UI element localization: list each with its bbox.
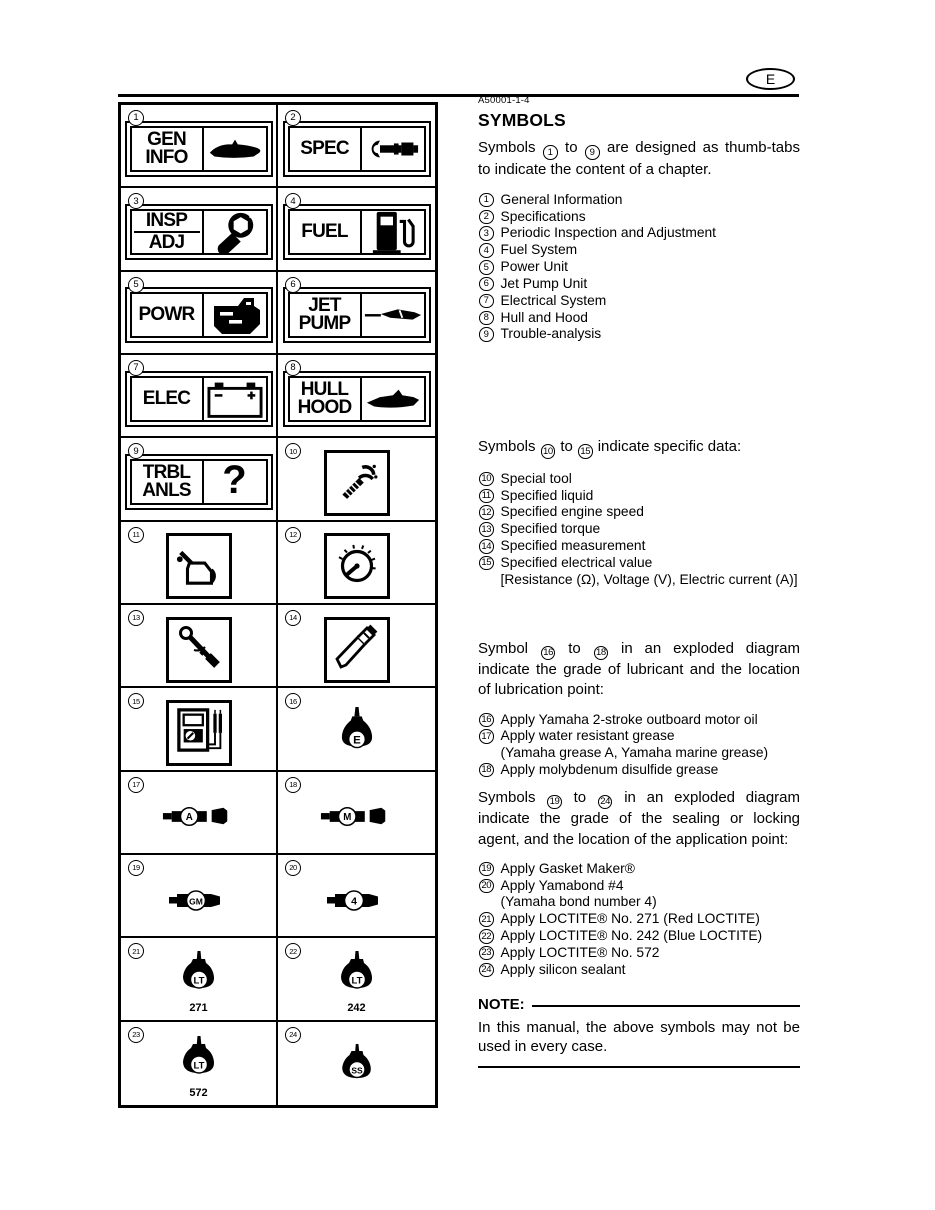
thumb-tab-label-line: INFO bbox=[145, 146, 188, 168]
thumb-tab-inner bbox=[288, 292, 426, 338]
loctite-bottle-icon bbox=[179, 1036, 219, 1086]
jet-pump-icon bbox=[362, 294, 424, 336]
sealant-bottle-icon bbox=[339, 1044, 375, 1090]
circled-number: 21 bbox=[128, 943, 144, 959]
thumb-tab-inner bbox=[288, 209, 426, 255]
circled-number: 15 bbox=[128, 693, 144, 709]
symbol-legend-item bbox=[478, 259, 800, 276]
circled-number: 10 bbox=[479, 472, 494, 487]
special-tool-icon bbox=[334, 457, 380, 508]
svg-text:SS: SS bbox=[350, 1065, 363, 1076]
circled-number: 22 bbox=[285, 943, 301, 959]
svg-text:LT: LT bbox=[193, 975, 204, 987]
thumb-tab-box bbox=[125, 121, 273, 177]
circled-number: 10 bbox=[541, 444, 556, 459]
legend-item-line: Specified torque bbox=[500, 521, 601, 537]
legend-item-text bbox=[501, 192, 801, 209]
circled-number: 4 bbox=[285, 193, 301, 209]
thumb-tab-label bbox=[290, 128, 362, 170]
caliper-icon bbox=[334, 624, 380, 675]
section-3 bbox=[478, 639, 800, 779]
section-intro: Symbols 19 to 24 in an exploded diagram indicate the grade of the sealing or locking agent, and the location of the application point: bbox=[478, 788, 800, 848]
symbol-cell-2 bbox=[278, 105, 435, 188]
legend-item-line: Specified electrical value bbox=[500, 554, 653, 570]
legend-list bbox=[478, 861, 800, 979]
micrometer-icon bbox=[362, 128, 424, 170]
legend-item-text bbox=[501, 762, 801, 779]
legend-item-text bbox=[501, 728, 801, 762]
note-rule bbox=[532, 1005, 800, 1007]
text-column bbox=[478, 95, 800, 1068]
thumb-tab-label bbox=[132, 294, 204, 336]
thumb-tab-label-line: TRBL bbox=[142, 461, 191, 483]
legend-item-line: Apply LOCTITE® No. 242 (Blue LOCTITE) bbox=[500, 928, 763, 944]
circled-number: 16 bbox=[285, 693, 301, 709]
battery-icon bbox=[204, 378, 266, 420]
thumb-tab-label bbox=[132, 128, 204, 170]
legend-item-line: Specified engine speed bbox=[500, 504, 644, 520]
circled-number: 14 bbox=[479, 539, 494, 554]
grease-tube-icon bbox=[161, 802, 237, 830]
section-intro: Symbol 16 to 18 in an exploded diagram indicate the grade of lubricant and the location of lubrication point: bbox=[478, 639, 801, 699]
legend-item-text bbox=[501, 861, 801, 878]
thumb-tab-box bbox=[125, 371, 273, 427]
legend-item-line: Specified liquid bbox=[500, 487, 594, 503]
symbol-legend-item bbox=[478, 712, 800, 729]
svg-text:A: A bbox=[185, 812, 193, 824]
symbol-cell-4 bbox=[278, 188, 435, 271]
thumb-tab-label bbox=[132, 211, 204, 253]
circled-number: 17 bbox=[479, 729, 494, 744]
symbol-legend-item bbox=[478, 521, 800, 538]
thumb-tab-label-line: ADJ bbox=[148, 231, 185, 253]
legend-item-text bbox=[501, 878, 801, 912]
legend-item-text bbox=[501, 310, 801, 327]
language-badge: E bbox=[746, 68, 795, 90]
question-mark-glyph: ? bbox=[222, 460, 247, 502]
legend-item-line: Apply Yamaha 2-stroke outboard motor oil bbox=[500, 711, 758, 727]
circled-number: 11 bbox=[128, 527, 144, 543]
circled-number: 19 bbox=[547, 795, 562, 810]
note-header bbox=[478, 996, 800, 1013]
symbol-legend-item bbox=[478, 962, 800, 979]
oil-can-icon-box bbox=[166, 533, 232, 599]
symbol-cell-20 bbox=[278, 855, 435, 938]
symbol-cell-22 bbox=[278, 938, 435, 1021]
circled-number: 7 bbox=[128, 360, 144, 376]
symbol-legend-item bbox=[478, 504, 800, 521]
thumb-tab-label bbox=[132, 461, 204, 503]
circled-number: 17 bbox=[128, 777, 144, 793]
thumb-tab-label bbox=[290, 211, 362, 253]
circled-number: 12 bbox=[479, 505, 494, 520]
section-intro: Symbols 1 to 9 are designed as thumb-tabs to indicate the content of a chapter. bbox=[478, 139, 800, 178]
caliper-icon-box bbox=[324, 617, 390, 683]
circled-number: 16 bbox=[479, 713, 494, 728]
circled-number: 15 bbox=[479, 556, 494, 571]
legend-item-line: General Information bbox=[500, 191, 623, 207]
circled-number: 10 bbox=[285, 443, 301, 459]
symbol-legend-item bbox=[478, 878, 800, 912]
note-label: NOTE: bbox=[478, 995, 525, 1013]
legend-item-text bbox=[501, 209, 801, 226]
circled-number: 8 bbox=[285, 360, 301, 376]
symbol-cell-6 bbox=[278, 272, 435, 355]
circled-number: 15 bbox=[578, 444, 593, 459]
symbol-cell-1 bbox=[121, 105, 278, 188]
symbol-legend-item bbox=[478, 192, 800, 209]
circled-number: 11 bbox=[479, 489, 494, 504]
symbol-legend-item bbox=[478, 728, 800, 762]
thumb-tab-label-line: JET bbox=[308, 295, 341, 317]
engine-icon bbox=[204, 294, 266, 336]
circled-number: 1 bbox=[479, 193, 494, 208]
thumb-tab-label-line: GEN bbox=[147, 128, 186, 150]
symbol-cell-16 bbox=[278, 688, 435, 771]
circled-number: 7 bbox=[479, 294, 494, 309]
thumb-tab-inner bbox=[130, 209, 268, 255]
circled-number: 18 bbox=[594, 646, 609, 661]
thumb-tab-inner bbox=[288, 126, 426, 172]
symbol-cell-8 bbox=[278, 355, 435, 438]
symbol-cell-12 bbox=[278, 522, 435, 605]
legend-item-text bbox=[501, 259, 801, 276]
symbol-legend-item bbox=[478, 310, 800, 327]
symbol-legend-item bbox=[478, 555, 800, 589]
circled-number: 4 bbox=[479, 243, 494, 258]
circled-number: 23 bbox=[128, 1027, 144, 1043]
circled-number: 18 bbox=[479, 763, 494, 778]
torque-wrench-icon bbox=[176, 624, 222, 675]
symbol-cell-19 bbox=[121, 855, 278, 938]
doc-code: A50001-1-4 bbox=[478, 95, 530, 106]
legend-item-line: Hull and Hood bbox=[500, 309, 588, 325]
thumb-tab-box bbox=[125, 204, 273, 260]
note-block bbox=[478, 996, 800, 1069]
symbol-legend-item bbox=[478, 911, 800, 928]
symbol-cell-15 bbox=[121, 688, 278, 771]
boat-icon bbox=[362, 378, 424, 420]
multimeter-icon bbox=[175, 707, 223, 758]
tachometer-icon bbox=[334, 541, 380, 592]
symbol-cell-11 bbox=[121, 522, 278, 605]
symbol-cell-17 bbox=[121, 772, 278, 855]
thumb-tab-label-line: POWR bbox=[138, 304, 195, 326]
legend-list bbox=[478, 471, 800, 589]
legend-item-line: Apply water resistant grease bbox=[500, 728, 675, 744]
symbol-legend-item bbox=[478, 293, 800, 310]
circled-number: 3 bbox=[128, 193, 144, 209]
symbol-legend-item bbox=[478, 488, 800, 505]
circled-number: 18 bbox=[285, 777, 301, 793]
symbol-legend-item bbox=[478, 861, 800, 878]
icon-caption: 271 bbox=[189, 1002, 208, 1015]
symbol-cell-5 bbox=[121, 272, 278, 355]
legend-item-text bbox=[501, 538, 801, 555]
symbol-cell-21 bbox=[121, 938, 278, 1021]
thumb-tab-inner bbox=[288, 376, 426, 422]
legend-item-line: Apply Yamabond #4 bbox=[500, 877, 624, 893]
circled-number: 5 bbox=[479, 260, 494, 275]
thumb-tab-label-line: HOOD bbox=[297, 396, 352, 418]
thumb-tab-inner bbox=[130, 126, 268, 172]
circled-number: 24 bbox=[598, 795, 613, 810]
legend-item-line: Trouble-analysis bbox=[500, 326, 602, 342]
symbol-cell-9 bbox=[121, 438, 278, 521]
thumb-tab-label-line: HULL bbox=[300, 378, 349, 400]
symbol-legend-item bbox=[478, 225, 800, 242]
thumb-tab-inner bbox=[130, 459, 268, 505]
legend-item-line: Specifications bbox=[500, 208, 586, 224]
thumb-tab-label-line: INSP bbox=[134, 212, 200, 233]
thumb-tab-box bbox=[283, 121, 431, 177]
symbol-legend-item bbox=[478, 326, 800, 343]
legend-item-line: [Resistance (Ω), Voltage (V), Electric current (A)] bbox=[500, 571, 798, 587]
legend-list bbox=[478, 192, 800, 343]
thumb-tab-label-line: PUMP bbox=[298, 313, 351, 335]
circled-number: 21 bbox=[479, 912, 494, 927]
legend-item-line: Periodic Inspection and Adjustment bbox=[500, 225, 717, 241]
circled-number: 23 bbox=[479, 946, 494, 961]
symbol-legend-item bbox=[478, 209, 800, 226]
legend-item-text bbox=[501, 962, 801, 979]
legend-item-line: (Yamaha grease A, Yamaha marine grease) bbox=[500, 745, 769, 761]
thumb-tab-label-line: FUEL bbox=[301, 220, 348, 242]
symbol-cell-3 bbox=[121, 188, 278, 271]
section-2 bbox=[478, 437, 800, 588]
legend-item-line: Apply LOCTITE® No. 271 (Red LOCTITE) bbox=[500, 911, 760, 927]
circled-number: 1 bbox=[543, 145, 558, 160]
circled-number: 6 bbox=[285, 277, 301, 293]
svg-text:4: 4 bbox=[350, 894, 357, 907]
thumb-tab-label-line: ANLS bbox=[142, 479, 191, 501]
symbol-legend-item bbox=[478, 762, 800, 779]
legend-item-line: Jet Pump Unit bbox=[500, 275, 588, 291]
watercraft-icon bbox=[204, 128, 266, 170]
circled-number: 9 bbox=[128, 443, 144, 459]
oil-bottle-icon bbox=[338, 707, 376, 759]
legend-item-text bbox=[501, 326, 801, 343]
page-title: SYMBOLS bbox=[478, 110, 566, 130]
symbol-cell-14 bbox=[278, 605, 435, 688]
wrench-icon bbox=[204, 211, 266, 253]
sealant-tube-icon bbox=[167, 886, 231, 914]
thumb-tab-box bbox=[125, 454, 273, 510]
thumb-tab-box bbox=[283, 204, 431, 260]
section-4 bbox=[478, 788, 800, 979]
thumb-tab-inner bbox=[130, 292, 268, 338]
legend-item-text bbox=[501, 488, 801, 505]
circled-number: 5 bbox=[128, 277, 144, 293]
thumb-tab-label bbox=[290, 378, 362, 420]
symbol-cell-24 bbox=[278, 1022, 435, 1105]
legend-item-line: Power Unit bbox=[500, 259, 568, 275]
circled-number: 19 bbox=[128, 860, 144, 876]
legend-item-text bbox=[501, 242, 801, 259]
legend-item-text bbox=[501, 555, 801, 589]
circled-number: 24 bbox=[285, 1027, 301, 1043]
note-end-rule bbox=[478, 1066, 800, 1068]
legend-item-text bbox=[501, 911, 801, 928]
special-tool-icon-box bbox=[324, 450, 390, 516]
circled-number: 8 bbox=[479, 311, 494, 326]
svg-text:GM: GM bbox=[188, 895, 203, 906]
legend-list bbox=[478, 712, 800, 779]
thumb-tab-label-line: SPEC bbox=[300, 137, 349, 159]
section-intro: Symbols 10 to 15 indicate specific data: bbox=[478, 438, 742, 457]
symbol-legend-item bbox=[478, 471, 800, 488]
thumb-tab-inner bbox=[130, 376, 268, 422]
circled-number: 12 bbox=[285, 527, 301, 543]
legend-item-line: Apply Gasket Maker® bbox=[500, 860, 635, 876]
svg-text:LT: LT bbox=[351, 975, 362, 987]
legend-item-line: Electrical System bbox=[500, 292, 607, 308]
thumb-tab-box bbox=[125, 287, 273, 343]
symbol-cell-18 bbox=[278, 772, 435, 855]
legend-item-text bbox=[501, 276, 801, 293]
svg-text:E: E bbox=[352, 734, 361, 747]
circled-number: 13 bbox=[128, 610, 144, 626]
symbol-legend-item bbox=[478, 538, 800, 555]
sealant-tube-icon bbox=[325, 886, 389, 914]
legend-item-line: Apply molybdenum disulfide grease bbox=[500, 761, 719, 777]
legend-item-line: Special tool bbox=[500, 470, 572, 486]
symbol-legend-item bbox=[478, 945, 800, 962]
legend-item-text bbox=[501, 521, 801, 538]
circled-number: 2 bbox=[479, 210, 494, 225]
legend-item-text bbox=[501, 225, 801, 242]
torque-wrench-icon-box bbox=[166, 617, 232, 683]
loctite-bottle-icon bbox=[179, 951, 219, 1001]
legend-item-line: Apply silicon sealant bbox=[500, 961, 626, 977]
question-mark-icon bbox=[204, 461, 266, 503]
circled-number: 19 bbox=[479, 862, 494, 877]
symbol-grid bbox=[118, 102, 438, 1108]
legend-item-line: Apply LOCTITE® No. 572 bbox=[500, 944, 660, 960]
legend-item-line: (Yamaha bond number 4) bbox=[500, 894, 657, 910]
circled-number: 20 bbox=[285, 860, 301, 876]
legend-item-text bbox=[501, 945, 801, 962]
legend-item-text bbox=[501, 293, 801, 310]
symbol-cell-7 bbox=[121, 355, 278, 438]
thumb-tab-label-line: ELEC bbox=[142, 387, 191, 409]
circled-number: 16 bbox=[541, 646, 556, 661]
legend-item-line: Fuel System bbox=[500, 242, 578, 258]
circled-number: 9 bbox=[479, 327, 494, 342]
fuel-pump-icon bbox=[362, 211, 424, 253]
icon-caption: 242 bbox=[347, 1002, 366, 1015]
thumb-tab-label bbox=[132, 378, 204, 420]
circled-number: 6 bbox=[479, 277, 494, 292]
thumb-tab-box bbox=[283, 371, 431, 427]
multimeter-icon-box bbox=[166, 700, 232, 766]
symbol-legend-item bbox=[478, 276, 800, 293]
circled-number: 14 bbox=[285, 610, 301, 626]
circled-number: 2 bbox=[285, 110, 301, 126]
circled-number: 22 bbox=[479, 929, 494, 944]
loctite-bottle-icon bbox=[337, 951, 377, 1001]
symbol-cell-23 bbox=[121, 1022, 278, 1105]
circled-number: 9 bbox=[585, 145, 600, 160]
legend-item-line: Specified measurement bbox=[500, 538, 646, 554]
tachometer-icon-box bbox=[324, 533, 390, 599]
legend-sections bbox=[478, 138, 800, 979]
circled-number: 13 bbox=[479, 522, 494, 537]
svg-text:LT: LT bbox=[193, 1060, 204, 1072]
grease-tube-icon bbox=[319, 802, 395, 830]
symbol-cell-13 bbox=[121, 605, 278, 688]
icon-caption: 572 bbox=[189, 1086, 208, 1099]
thumb-tab-box bbox=[283, 287, 431, 343]
circled-number: 3 bbox=[479, 226, 494, 241]
legend-item-text bbox=[501, 504, 801, 521]
symbol-cell-10 bbox=[278, 438, 435, 521]
symbol-legend-item bbox=[478, 242, 800, 259]
section-1 bbox=[478, 138, 800, 343]
thumb-tab-label bbox=[290, 294, 362, 336]
svg-text:M: M bbox=[342, 812, 351, 824]
legend-item-text bbox=[501, 928, 801, 945]
legend-item-text bbox=[501, 712, 801, 729]
circled-number: 24 bbox=[479, 963, 494, 978]
legend-item-text bbox=[501, 471, 801, 488]
note-text: In this manual, the above symbols may not be used in every case. bbox=[478, 1018, 800, 1056]
circled-number: 20 bbox=[479, 879, 494, 894]
symbol-legend-item bbox=[478, 928, 800, 945]
circled-number: 1 bbox=[128, 110, 144, 126]
oil-can-icon bbox=[175, 541, 223, 592]
